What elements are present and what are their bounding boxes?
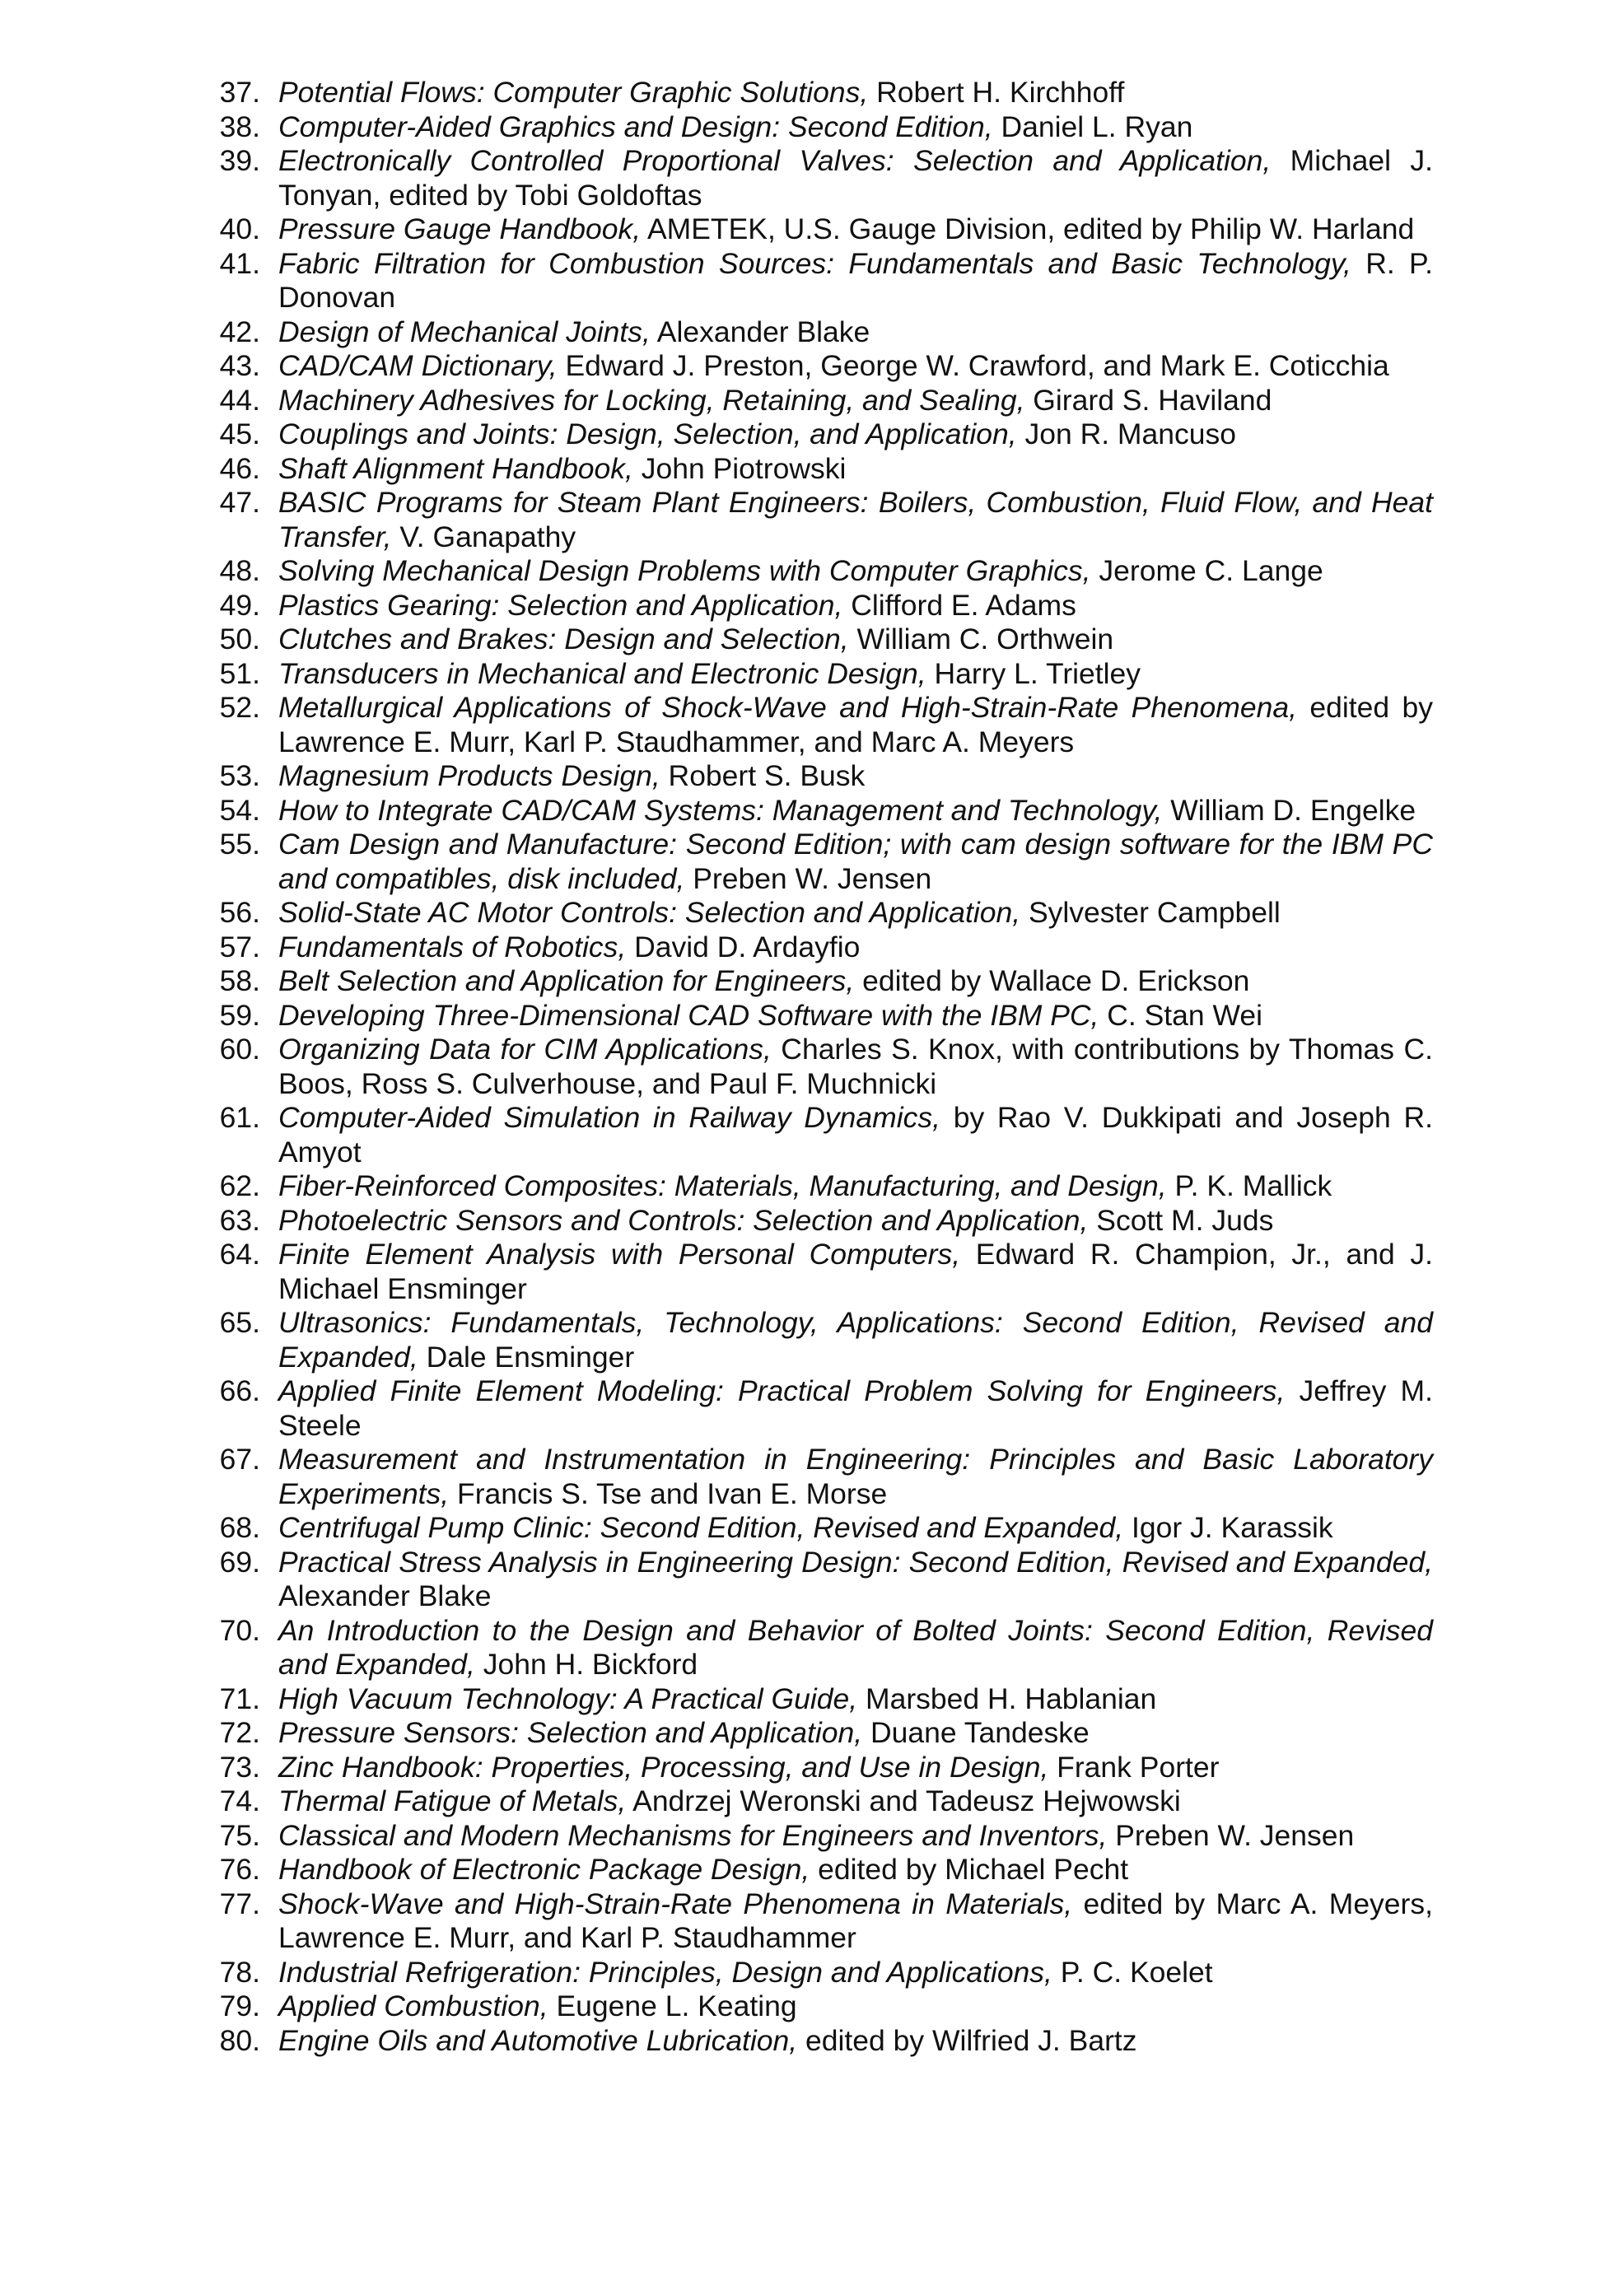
- entry-text: [260, 1101, 1433, 1169]
- entry-text: [260, 999, 1433, 1033]
- entry-title: Measurement and Instrumentation in Engineering: Principles and Basic Laboratory Experiments,: [278, 1443, 1433, 1510]
- list-item: [198, 110, 1433, 145]
- entry-author: C. Stan Wei: [1099, 998, 1262, 1032]
- entry-text: [260, 144, 1433, 212]
- list-item: [198, 1956, 1433, 1990]
- list-item: [198, 554, 1433, 589]
- entry-title: Applied Combustion,: [278, 1989, 548, 2022]
- entry-text: [260, 1511, 1433, 1546]
- entry-text: [260, 1751, 1433, 1785]
- entry-title: Belt Selection and Application for Engineers,: [278, 964, 855, 997]
- entry-text: [260, 1784, 1433, 1819]
- list-item: [198, 1751, 1433, 1785]
- list-item: [198, 589, 1433, 623]
- entry-title: Machinery Adhesives for Locking, Retaining, and Sealing,: [278, 383, 1025, 417]
- entry-author: David D. Ardayfio: [626, 930, 861, 963]
- entry-title: Transducers in Mechanical and Electronic Design,: [278, 656, 926, 690]
- entry-text: [260, 657, 1433, 692]
- entry-title: Zinc Handbook: Properties, Processing, and Use in Design,: [278, 1750, 1049, 1784]
- entry-title: Finite Element Analysis with Personal Computers,: [278, 1238, 961, 1271]
- list-item: [198, 1546, 1433, 1614]
- list-item: [198, 1682, 1433, 1717]
- entry-author: Jon R. Mancuso: [1016, 417, 1236, 450]
- list-item: [198, 144, 1433, 212]
- entry-author: AMETEK, U.S. Gauge Division, edited by Philip W. Harland: [641, 212, 1415, 245]
- entry-number: 38.: [219, 110, 260, 143]
- entry-number: 54.: [219, 793, 260, 827]
- entry-title: Centrifugal Pump Clinic: Second Edition, Revised and Expanded,: [278, 1511, 1124, 1544]
- entry-number: 66.: [219, 1374, 260, 1407]
- list-item: [198, 315, 1433, 350]
- entry-author: Marsbed H. Hablanian: [857, 1682, 1157, 1715]
- list-item: [198, 1169, 1433, 1204]
- entry-title: Developing Three-Dimensional CAD Software with the IBM PC,: [278, 998, 1099, 1032]
- entry-title: CAD/CAM Dictionary,: [278, 349, 558, 382]
- entry-title: Computer-Aided Simulation in Railway Dynamics,: [278, 1101, 940, 1134]
- entry-author: Igor J. Karassik: [1123, 1511, 1333, 1544]
- entry-text: [260, 623, 1433, 657]
- list-item: [198, 1819, 1433, 1854]
- entry-title: Computer-Aided Graphics and Design: Second Edition,: [278, 110, 993, 143]
- entry-text: [260, 794, 1433, 828]
- entry-text: [260, 1819, 1433, 1854]
- entry-author: Preben W. Jensen: [1107, 1818, 1355, 1852]
- entry-title: Shock-Wave and High-Strain-Rate Phenomena in Materials,: [278, 1887, 1073, 1920]
- entry-number: 39.: [219, 144, 260, 177]
- entry-title: Pressure Gauge Handbook,: [278, 212, 642, 245]
- entry-title: Magnesium Products Design,: [278, 759, 660, 792]
- list-item: [198, 1511, 1433, 1546]
- entry-author: Jerome C. Lange: [1090, 554, 1323, 587]
- entry-number: 79.: [219, 1989, 260, 2022]
- entry-author: Edward R. Champion, Jr., and J. Michael Ensminger: [278, 1238, 1433, 1305]
- entry-author: Frank Porter: [1048, 1750, 1220, 1784]
- entry-text: [260, 1374, 1433, 1443]
- entry-number: 58.: [219, 964, 260, 997]
- entry-text: [260, 110, 1433, 145]
- entry-author: Jeffrey M. Steele: [278, 1374, 1433, 1442]
- entry-author: Michael J. Tonyan, edited by Tobi Goldoftas: [278, 144, 1433, 212]
- list-item: [198, 1238, 1433, 1306]
- entry-number: 74.: [219, 1784, 260, 1817]
- entry-author: edited by Michael Pecht: [810, 1853, 1129, 1886]
- entry-text: [260, 691, 1433, 759]
- entry-text: [260, 1682, 1433, 1717]
- entry-number: 43.: [219, 349, 260, 382]
- entry-text: [260, 1306, 1433, 1374]
- entry-author: Charles S. Knox, with contributions by Thomas C. Boos, Ross S. Culverhouse, and Paul F. Muchnicki: [278, 1033, 1433, 1100]
- list-item: [198, 212, 1433, 247]
- entry-title: An Introduction to the Design and Behavior of Bolted Joints: Second Edition, Revised and Expanded,: [278, 1613, 1433, 1681]
- entry-number: 55.: [219, 828, 260, 861]
- list-item: [198, 691, 1433, 759]
- entry-title: Electronically Controlled Proportional Valves: Selection and Application,: [278, 144, 1272, 177]
- entry-author: Robert H. Kirchhoff: [868, 76, 1125, 109]
- entry-author: Girard S. Haviland: [1024, 383, 1272, 417]
- entry-text: [260, 452, 1433, 487]
- entry-author: P. K. Mallick: [1166, 1169, 1332, 1202]
- entry-title: Couplings and Joints: Design, Selection, and Application,: [278, 417, 1017, 450]
- entry-number: 60.: [219, 1033, 260, 1066]
- entry-text: [260, 76, 1433, 110]
- list-item: [198, 1306, 1433, 1374]
- entry-author: Scott M. Juds: [1088, 1203, 1274, 1237]
- entry-title: Thermal Fatigue of Metals,: [278, 1784, 627, 1817]
- entry-author: Eugene L. Keating: [548, 1989, 797, 2022]
- list-item: [198, 794, 1433, 828]
- entry-text: [260, 1238, 1433, 1306]
- entry-title: Photoelectric Sensors and Controls: Selection and Application,: [278, 1203, 1089, 1237]
- entry-text: [260, 1989, 1433, 2024]
- entry-author: Alexander Blake: [278, 1579, 492, 1612]
- list-item: [198, 452, 1433, 487]
- entry-author: by Rao V. Dukkipati and Joseph R. Amyot: [278, 1101, 1433, 1168]
- entry-title: Industrial Refrigeration: Principles, Design and Applications,: [278, 1955, 1052, 1989]
- list-item: [198, 999, 1433, 1033]
- entry-number: 44.: [219, 383, 260, 417]
- entry-text: [260, 1887, 1433, 1956]
- entry-number: 57.: [219, 930, 260, 963]
- entry-title: Potential Flows: Computer Graphic Solutions,: [278, 76, 869, 109]
- entry-title: Practical Stress Analysis in Engineering Design: Second Edition, Revised and Expanded,: [278, 1545, 1433, 1579]
- entry-number: 75.: [219, 1818, 260, 1852]
- entry-author: Andrzej Weronski and Tadeusz Hejwowski: [626, 1784, 1181, 1817]
- entry-text: [260, 828, 1433, 896]
- entry-title: Handbook of Electronic Package Design,: [278, 1853, 810, 1886]
- entry-author: V. Ganapathy: [391, 520, 576, 553]
- list-item: [198, 1989, 1433, 2024]
- entry-title: Fabric Filtration for Combustion Sources: Fundamentals and Basic Technology,: [278, 246, 1351, 280]
- entry-text: [260, 589, 1433, 623]
- book-series-list: [198, 76, 1433, 2058]
- entry-author: Robert S. Busk: [660, 759, 866, 792]
- list-item: [198, 1784, 1433, 1819]
- list-item: [198, 931, 1433, 965]
- entry-number: 64.: [219, 1238, 260, 1271]
- entry-title: Plastics Gearing: Selection and Application,: [278, 588, 843, 622]
- entry-text: [260, 1853, 1433, 1887]
- entry-number: 77.: [219, 1887, 260, 1920]
- entry-number: 72.: [219, 1716, 260, 1749]
- list-item: [198, 247, 1433, 315]
- entry-title: Pressure Sensors: Selection and Application,: [278, 1716, 863, 1749]
- entry-number: 59.: [219, 998, 260, 1032]
- entry-text: [260, 896, 1433, 931]
- entry-author: edited by Wilfried J. Bartz: [797, 2023, 1137, 2057]
- entry-text: [260, 247, 1433, 315]
- entry-number: 52.: [219, 691, 260, 724]
- entry-text: [260, 554, 1433, 589]
- entry-number: 45.: [219, 417, 260, 450]
- entry-number: 67.: [219, 1443, 260, 1476]
- entry-text: [260, 349, 1433, 384]
- entry-number: 42.: [219, 315, 260, 348]
- entry-number: 78.: [219, 1955, 260, 1989]
- entry-author: Edward J. Preston, George W. Crawford, and Mark E. Coticchia: [557, 349, 1389, 382]
- entry-author: edited by Marc A. Meyers, Lawrence E. Murr, and Karl P. Staudhammer: [278, 1887, 1433, 1954]
- entry-text: [260, 486, 1433, 554]
- entry-title: BASIC Programs for Steam Plant Engineers: Boilers, Combustion, Fluid Flow, and Heat Transfer,: [278, 486, 1433, 553]
- entry-title: Classical and Modern Mechanisms for Engineers and Inventors,: [278, 1818, 1108, 1852]
- entry-number: 48.: [219, 554, 260, 587]
- entry-text: [260, 1033, 1433, 1101]
- entry-title: Cam Design and Manufacture: Second Edition; with cam design software for the IBM PC and compatibles, disk included,: [278, 828, 1433, 895]
- list-item: [198, 759, 1433, 794]
- list-item: [198, 828, 1433, 896]
- entry-number: 61.: [219, 1101, 260, 1134]
- list-item: [198, 1853, 1433, 1887]
- entry-number: 40.: [219, 212, 260, 245]
- list-item: [198, 349, 1433, 384]
- list-item: [198, 1716, 1433, 1751]
- entry-title: Fundamentals of Robotics,: [278, 930, 627, 963]
- list-item: [198, 1033, 1433, 1101]
- entry-number: 51.: [219, 656, 260, 690]
- entry-text: [260, 417, 1433, 452]
- entry-author: Dale Ensminger: [418, 1340, 635, 1374]
- entry-text: [260, 759, 1433, 794]
- entry-title: Fiber-Reinforced Composites: Materials, Manufacturing, and Design,: [278, 1169, 1167, 1202]
- entry-title: How to Integrate CAD/CAM Systems: Management and Technology,: [278, 793, 1163, 827]
- entry-number: 37.: [219, 76, 260, 109]
- entry-number: 76.: [219, 1853, 260, 1886]
- entry-number: 71.: [219, 1682, 260, 1715]
- entry-text: [260, 1614, 1433, 1682]
- entry-author: William C. Orthwein: [848, 623, 1114, 655]
- entry-title: Organizing Data for CIM Applications,: [278, 1033, 772, 1066]
- entry-title: Applied Finite Element Modeling: Practical Problem Solving for Engineers,: [278, 1374, 1286, 1407]
- entry-title: Design of Mechanical Joints,: [278, 315, 651, 348]
- entry-author: edited by Lawrence E. Murr, Karl P. Staudhammer, and Marc A. Meyers: [278, 691, 1433, 758]
- entry-number: 73.: [219, 1750, 260, 1784]
- entry-number: 50.: [219, 623, 260, 655]
- entry-text: [260, 1546, 1433, 1614]
- list-item: [198, 384, 1433, 418]
- entry-title: High Vacuum Technology: A Practical Guide,: [278, 1682, 858, 1715]
- entry-number: 41.: [219, 246, 260, 280]
- entry-author: Preben W. Jensen: [684, 861, 932, 895]
- entry-author: William D. Engelke: [1162, 793, 1416, 827]
- list-item: [198, 1374, 1433, 1443]
- entry-author: John Piotrowski: [632, 451, 847, 485]
- entry-text: [260, 931, 1433, 965]
- entry-number: 80.: [219, 2023, 260, 2057]
- entry-title: Engine Oils and Automotive Lubrication,: [278, 2023, 798, 2057]
- entry-title: Metallurgical Applications of Shock-Wave and High-Strain-Rate Phenomena,: [278, 691, 1297, 724]
- entry-number: 69.: [219, 1545, 260, 1579]
- entry-text: [260, 384, 1433, 418]
- entry-number: 65.: [219, 1306, 260, 1339]
- entry-number: 49.: [219, 588, 260, 622]
- entry-text: [260, 1956, 1433, 1990]
- list-item: [198, 1101, 1433, 1169]
- entry-text: [260, 1716, 1433, 1751]
- entry-author: Daniel L. Ryan: [992, 110, 1193, 143]
- list-item: [198, 417, 1433, 452]
- list-item: [198, 2024, 1433, 2059]
- entry-title: Shaft Alignment Handbook,: [278, 451, 633, 485]
- entry-number: 62.: [219, 1169, 260, 1202]
- list-item: [198, 1204, 1433, 1238]
- entry-text: [260, 1169, 1433, 1204]
- entry-author: edited by Wallace D. Erickson: [854, 964, 1250, 997]
- entry-text: [260, 1204, 1433, 1238]
- entry-number: 53.: [219, 759, 260, 792]
- list-item: [198, 1614, 1433, 1682]
- entry-author: P. C. Koelet: [1052, 1955, 1213, 1989]
- entry-author: Harry L. Trietley: [926, 656, 1141, 690]
- list-item: [198, 623, 1433, 657]
- entry-number: 63.: [219, 1203, 260, 1237]
- list-item: [198, 1443, 1433, 1511]
- entry-title: Clutches and Brakes: Design and Selection,: [278, 623, 849, 655]
- entry-number: 70.: [219, 1613, 260, 1647]
- entry-number: 46.: [219, 451, 260, 485]
- entry-author: Francis S. Tse and Ivan E. Morse: [449, 1476, 888, 1510]
- list-item: [198, 486, 1433, 554]
- entry-text: [260, 315, 1433, 350]
- entry-author: R. P. Donovan: [278, 246, 1433, 314]
- entry-author: Sylvester Campbell: [1020, 896, 1281, 929]
- entry-text: [260, 2024, 1433, 2059]
- entry-text: [260, 212, 1433, 247]
- entry-number: 56.: [219, 896, 260, 929]
- list-item: [198, 657, 1433, 692]
- list-item: [198, 76, 1433, 110]
- list-item: [198, 964, 1433, 999]
- entry-text: [260, 1443, 1433, 1511]
- entry-number: 47.: [219, 486, 260, 519]
- entry-author: John H. Bickford: [474, 1648, 698, 1681]
- entry-text: [260, 964, 1433, 999]
- list-item: [198, 896, 1433, 931]
- entry-number: 68.: [219, 1511, 260, 1544]
- entry-title: Ultrasonics: Fundamentals, Technology, Applications: Second Edition, Revised and Expanded,: [278, 1306, 1433, 1374]
- entry-title: Solving Mechanical Design Problems with Computer Graphics,: [278, 554, 1091, 587]
- entry-author: Alexander Blake: [650, 315, 870, 348]
- entry-title: Solid-State AC Motor Controls: Selection and Application,: [278, 896, 1021, 929]
- list-item: [198, 1887, 1433, 1956]
- entry-author: Clifford E. Adams: [842, 588, 1076, 622]
- entry-author: Duane Tandeske: [862, 1716, 1090, 1749]
